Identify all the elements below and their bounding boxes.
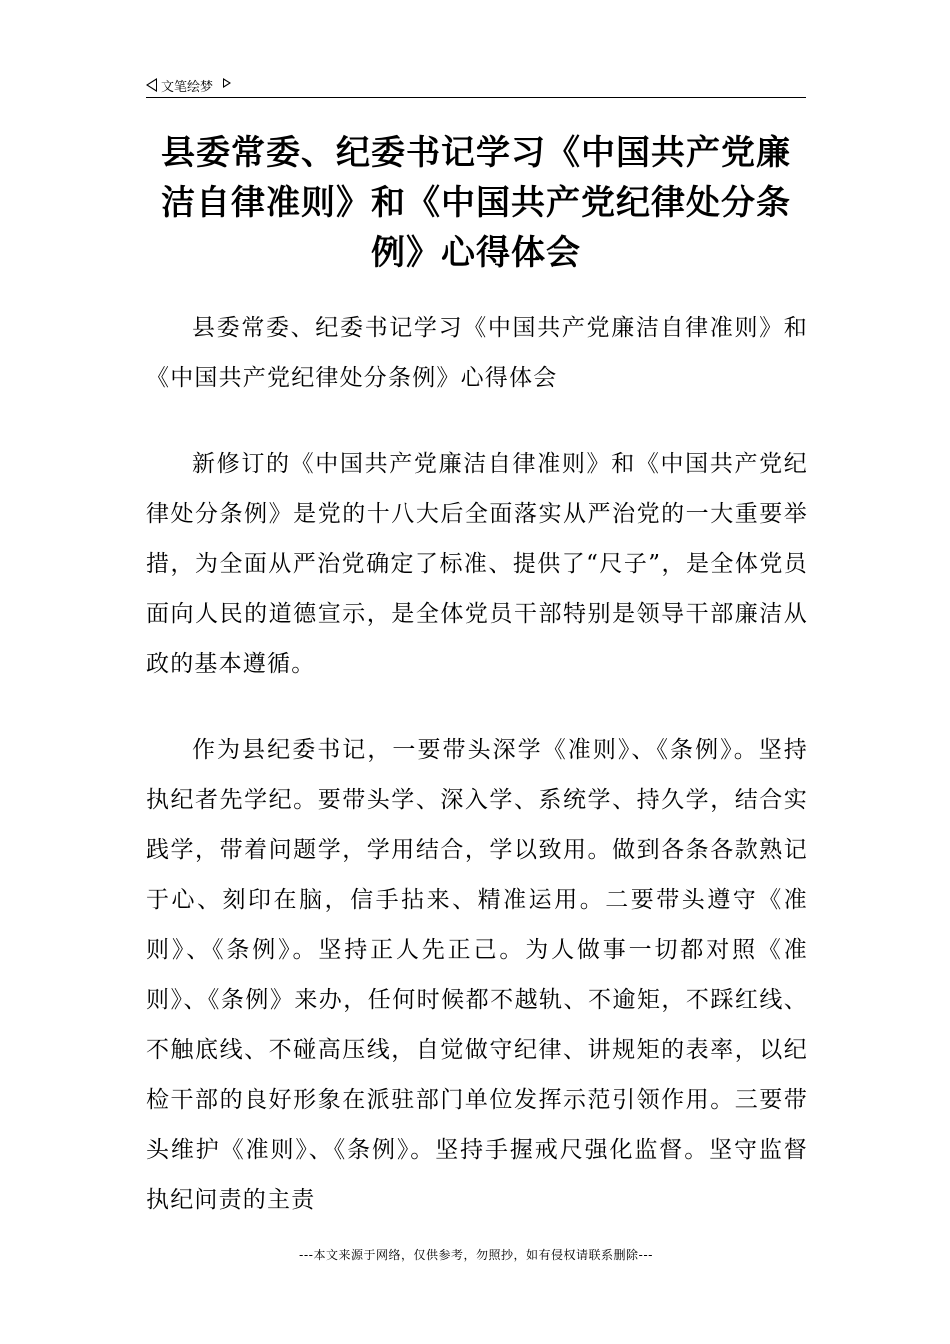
page-header [146, 74, 806, 96]
document-body [146, 303, 808, 1261]
document-title: 县委常委、纪委书记学习《中国共产党廉洁自律准则》和《中国共产党纪律处分条例》心得体会 [161, 133, 791, 273]
triangle-right-icon [223, 78, 231, 88]
paragraph: 县委常委、纪委书记学习《中国共产党廉洁自律准则》和《中国共产党纪律处分条例》心得体会 [146, 315, 808, 391]
paragraph: 新修订的《中国共产党廉洁自律准则》和《中国共产党纪律处分条例》是党的十八大后全面落实从严治党的一大重要举措，为全面从严治党确定了标准、提供了“尺子”，是全体党员面向人民的道德宣示，是全体党员干部特别是领导干部廉洁从政的基本遵循。 [146, 451, 808, 677]
header-divider [146, 97, 806, 98]
header-label: 文笔绘梦 [161, 79, 214, 95]
triangle-left-icon [146, 78, 157, 92]
page-footer: ---本文来源于网络，仅供参考，勿照抄，如有侵权请联系删除--- [299, 1248, 653, 1262]
paragraph: 作为县纪委书记，一要带头深学《准则》、《条例》。坚持执纪者先学纪。要带头学、深入学、系统学、持久学，结合实践学，带着问题学，学用结合，学以致用。做到各条各款熟记于心、刻印在脑，信手拈来、精准运用。二要带头遵守《准则》、《条例》。坚持正人先正己。为人做事一切都对照《准则》、《条例》来办，任何时候都不越轨、不逾矩，不踩红线、不触底线、不碰高压线，自觉做守纪律、讲规矩的表率，以纪检干部的良好形象在派驻部门单位发挥示范引领作用。三要带头维护《准则》、《条例》。坚持手握戒尺强化监督。坚守监督执纪问责的主责 [146, 737, 808, 1213]
